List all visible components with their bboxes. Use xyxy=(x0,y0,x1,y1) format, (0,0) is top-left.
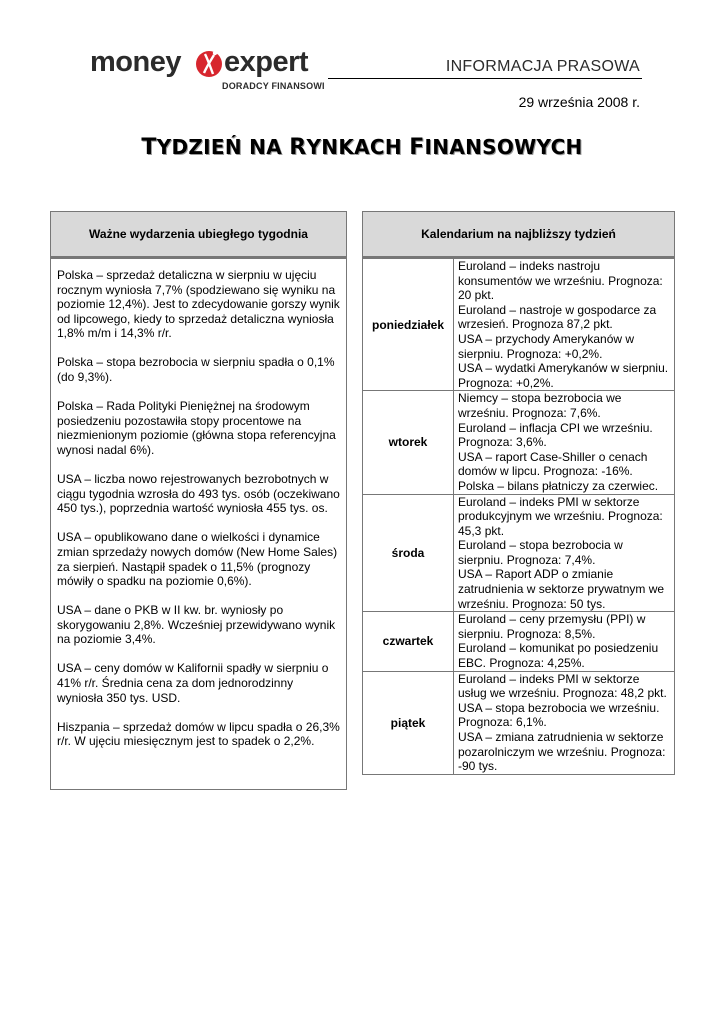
calendar-heading: Kalendarium na najbliższy tydzień xyxy=(363,212,674,257)
calendar-event-item: Euroland – ceny przemysłu (PPI) w sierpniu. Prognoza: 8,5%. xyxy=(458,612,646,641)
calendar-day-label: piątek xyxy=(363,672,454,774)
calendar-event-item: Euroland – inflacja CPI we wrześniu. Prognoza: 3,6%. xyxy=(458,420,653,450)
calendar-event-item: Euroland – indeks PMI w sektorze usług we wrześniu. Prognoza: 48,2 pkt. xyxy=(458,671,667,701)
past-events-body xyxy=(50,258,347,790)
calendar-event-item: USA – Raport ADP o zmianie zatrudnienia w sektorze prywatnym we wrześniu. Prognoza: 50 tys. xyxy=(458,567,665,611)
calendar-row xyxy=(363,672,674,774)
calendar-body xyxy=(362,258,675,775)
calendar-event-item: Euroland – nastroje w gospodarce za wrzesień. Prognoza 87,2 pkt. xyxy=(458,302,657,332)
past-event-item: USA – dane o PKB w II kw. br. wyniosły po skorygowaniu 2,8%. Wcześniej przewidywano wynik na poziomie 3,4%. xyxy=(57,603,336,647)
calendar-events xyxy=(454,495,674,612)
calendar-row xyxy=(363,259,674,391)
calendar-event-item: USA – zmiana zatrudnienia w sektorze pozarolniczym we wrześniu. Prognoza: -90 tys. xyxy=(458,730,666,774)
calendar-event-item: USA – przychody Amerykanów w sierpniu. Prognoza: +0,2%. xyxy=(458,331,635,361)
calendar-event-item: Euroland – stopa bezrobocia w sierpniu. Prognoza: 7,4%. xyxy=(458,538,623,567)
calendar-row xyxy=(363,612,674,671)
calendar-events xyxy=(454,612,674,670)
money-expert-logo xyxy=(90,46,330,98)
press-release-label: INFORMACJA PRASOWA xyxy=(445,58,640,75)
calendar-event-item: Euroland – komunikat po posiedzeniu EBC. Prognoza: 4,25%. xyxy=(458,641,659,671)
calendar-day-label: wtorek xyxy=(363,391,454,493)
calendar-header xyxy=(362,211,675,258)
calendar-event-item: Niemcy – stopa bezrobocia we wrześniu. Prognoza: 7,6%. xyxy=(458,391,622,420)
calendar-events xyxy=(454,672,674,774)
past-event-item: USA – opublikowano dane o wielkości i dynamice zmian sprzedaży nowych domów (New Home Sales) za sierpień. Nastąpił spadek o 11,5% (prognozy mówiły o spadku na poziomie 0,6%). xyxy=(57,530,338,589)
calendar-event-item: Euroland – indeks PMI w sektorze produkcyjnym we wrześniu. Prognoza: 45,3 pkt. xyxy=(458,494,663,538)
logo-subtitle: DORADCY FINANSOWI xyxy=(222,81,325,91)
logo-word-money: money xyxy=(90,46,181,78)
calendar-row xyxy=(363,391,674,494)
page-title: TYDZIEŃ NA RYNKACH FINANSOWYCH xyxy=(141,135,583,160)
header-divider xyxy=(328,78,642,79)
past-event-item: Polska – Rada Polityki Pieniężnej na środowym posiedzeniu pozostawiła stopy procentowe na niezmienionym poziomie (główna stopa referencyjna wynosi nadal 6%). xyxy=(57,399,336,457)
calendar-events xyxy=(454,391,674,493)
calendar-event-item: USA – raport Case-Shiller o cenach domów w lipcu. Prognoza: -16%. xyxy=(458,449,648,479)
logo-figure-icon xyxy=(194,46,224,82)
calendar-event-item: USA – wydatki Amerykanów w sierpniu. Prognoza: +0,2%. xyxy=(458,361,669,390)
calendar-event-item: Euroland – indeks nastroju konsumentów we wrześniu. Prognoza: 20 pkt. xyxy=(458,259,663,303)
logo-word-expert: expert xyxy=(224,46,309,78)
calendar-event-item: USA – stopa bezrobocia we wrześniu. Prognoza: 6,1%. xyxy=(458,700,660,730)
past-event-item: Polska – sprzedaż detaliczna w sierpniu w ujęciu rocznym wyniosła 7,7% (spodziewano się wyniku na poziomie 12,4%). Jest to zdecydowanie gorszy wynik od lipcowego, kiedy to sprzedaż detaliczna wyniosła 1,8% m/m i 14,3% r/r. xyxy=(57,268,340,341)
calendar-events xyxy=(454,259,674,390)
calendar-row xyxy=(363,495,674,613)
past-events-header xyxy=(50,211,347,258)
past-event-item: Hiszpania – sprzedaż domów w lipcu spadła o 26,3% r/r. W ujęciu miesięcznym jest to spadek o 2,2%. xyxy=(57,719,340,749)
calendar-event-item: Polska – bilans płatniczy za czerwiec. xyxy=(458,478,659,493)
calendar-day-label: środa xyxy=(363,495,454,612)
past-event-item: USA – liczba nowo rejestrowanych bezrobotnych w ciągu tygodnia wzrosła do 493 tys. osób (oczekiwano 450 tys.), poprzednia wartość wyniosła 455 tys. os. xyxy=(57,472,340,516)
past-event-item: USA – ceny domów w Kalifornii spadły w sierpniu o 41% r/r. Średnia cena za dom jednorodzinny wyniosła 350 tys. USD. xyxy=(57,661,329,705)
past-event-item: Polska – stopa bezrobocia w sierpniu spadła o 0,1% (do 9,3%). xyxy=(57,355,335,385)
calendar-day-label: poniedziałek xyxy=(363,259,454,390)
calendar-day-label: czwartek xyxy=(363,612,454,670)
past-events-heading: Ważne wydarzenia ubiegłego tygodnia xyxy=(51,212,346,257)
document-date: 29 września 2008 r. xyxy=(518,94,640,110)
